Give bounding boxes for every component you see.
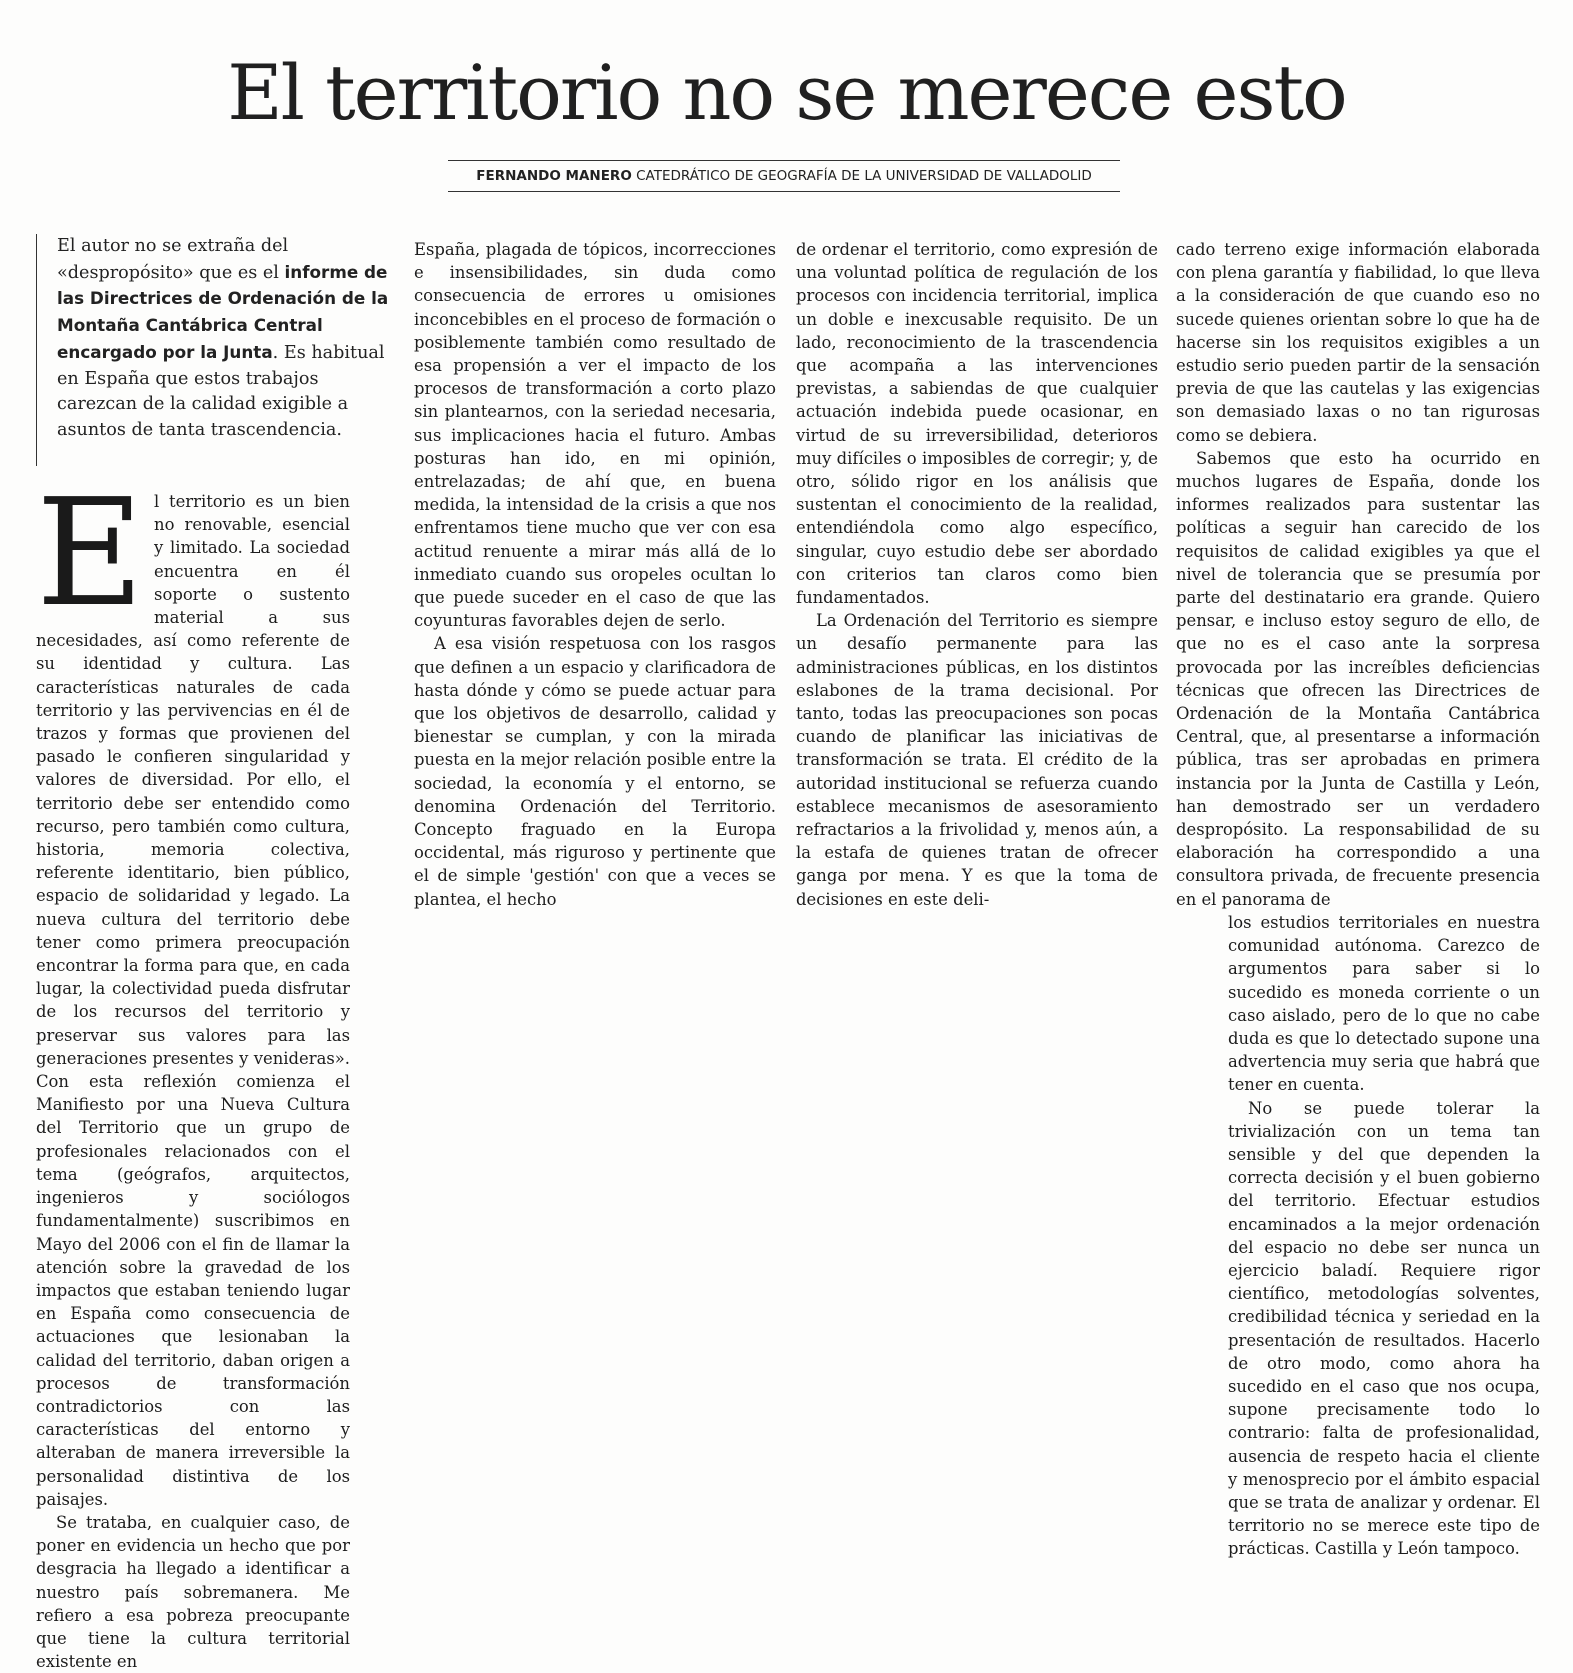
paragraph-6: No se puede tolerar la trivialización con un tema tan sensible y del que dependen la correcta decisión y el buen gobierno del territorio. Efectuar estudios encaminados a la mejor ordenación del espacio no debe ser nunca un ejercicio baladí. Requiere rigor científico, metodologías solventes, credibilidad técnica y seriedad en la presentación de resultados. Hacerlo de otro modo, como ahora ha sucedido en el caso que nos ocupa, supone precisamente todo lo contrario: falta de profesionalidad, ausencia de respeto hacia el cliente y menosprecio por el ámbito espacial que se trata de analizar y ordenar. El territorio no se merece este tipo de prácticas. Castilla y León tampoco.	[1228, 1098, 1540, 1559]
paragraph-5: Sabemos que esto ha ocurrido en muchos lugares de España, donde los informes realizados para sustentar las políticas a seguir han carecido de los requisitos de calidad exigibles ya que el nivel de tolerancia que se presumía por parte del destinatario era grande. Quiero pensar, e incluso estoy seguro de ello, de que no es el caso ante la sorpresa provocada por las increíbles deficiencias técnicas que ofrecen las Directrices de Ordenación de la Montaña Cantábrica Central, que, al presentarse a información pública, tras ser aprobadas en primera instancia por la Junta de Castilla y León, han demostrado ser un verdadero despropósito. La responsabilidad de su elaboración ha correspondido a una consultora privada, de frecuente presencia en el panorama de	[1176, 448, 1540, 909]
lead-intro: El autor no se extraña del «despropósito» que es el	[57, 236, 289, 283]
paragraph-4-continued: cado terreno exige información elaborada con plena garantía y fiabilidad, lo que lleva a la consideración de que cuando eso no sucede quienes orientan sobre lo que ha de hacerse sin los requisitos exigibles a un estudio serio pueden partir de la sensación previa de que las cautelas y las exigencias son demasiado laxas o no tan rigurosas como se debiera.	[1176, 240, 1540, 445]
paragraph-2-continued: España, plagada de tópicos, incorrecciones e insensibilidades, sin duda como consecuencia de errores u omisiones inconcebibles en el proceso de formación o posiblemente también como resultado de esa propensión a ver el impacto de los procesos de transformación a corto plazo sin plantearnos, con la seriedad necesaria, sus implicaciones hacia el futuro. Ambas posturas han ido, en mi opinión, entrelazadas; de ahí que, en buena medida, la intensidad de la crisis a que nos enfrentamos tiene mucho que ver con esa actitud renuente a mirar más allá de lo inmediato cuando sus oropeles ocultan lo que puede suceder en el caso de que las coyunturas favorables dejen de serlo.	[414, 240, 776, 631]
headline: El territorio no se merece esto	[227, 48, 1346, 137]
column-3	[796, 238, 1158, 911]
lead-summary	[36, 234, 395, 466]
paragraph-2: Se trataba, en cualquier caso, de poner en evidencia un hecho que por desgracia ha llegado a identificar a nuestro país sobremanera. Me refiero a esa pobreza preocupante que tiene la cultura territorial existente en	[36, 1512, 350, 1672]
lead-rest: . Es habitual en España que estos trabajos carezcan de la calidad exigible a asuntos de tanta trascendencia.	[57, 342, 385, 440]
column-4-inset	[1176, 911, 1540, 1561]
byline-role: CATEDRÁTICO DE GEOGRAFÍA DE LA UNIVERSIDAD DE VALLADOLID	[636, 168, 1092, 184]
drop-cap: E	[36, 467, 145, 639]
paragraph-3: A esa visión respetuosa con los rasgos que definen a un espacio y clarificadora de hasta dónde y cómo se puede actuar para que los objetivos de desarrollo, calidad y bienestar se cumplan, y con la mirada puesta en la mejor relación posible entre la sociedad, la economía y el entorno, se denomina Ordenación del Territorio. Concepto fraguado en la Europa occidental, más riguroso y pertinente que el de simple 'gestión' con que a veces se plantea, el hecho	[414, 634, 776, 909]
column-2	[414, 238, 776, 911]
paragraph-4: La Ordenación del Territorio es siempre un desafío permanente para las administraciones públicas, en los distintos eslabones de la trama decisional. Por tanto, todas las preocupaciones son pocas cuando de planificar las iniciativas de transformación se trata. El crédito de la autoridad institucional se refuerza cuando establece mecanismos de asesoramiento refractarios a la frivolidad y, menos aún, a la estafa de quienes tratan de ofrecer ganga por mena. Y es que la toma de decisiones en este deli-	[796, 611, 1158, 909]
paragraph-3-continued: de ordenar el territorio, como expresión de una voluntad política de regulación de los procesos con incidencia territorial, implica un doble e inexcusable requisito. De un lado, reconocimiento de la trascendencia que acompaña a las intervenciones previstas, a sabiendas de que cualquier actuación indebida puede ocasionar, en virtud de su irreversibilidad, deterioros muy difíciles o imposibles de corregir; y, de otro, sólido rigor en los análisis que sustentan el conocimiento de la realidad, entendiéndola como algo específico, singular, cuyo estudio debe ser abordado con criterios tan claros como bien fundamentados.	[796, 240, 1158, 608]
lead-bold: informe de las Directrices de Ordenación de la Montaña Cantábrica Central encargado por la Junta	[57, 261, 389, 362]
column-4	[1176, 238, 1540, 1561]
column-1	[36, 467, 350, 1673]
byline-author: FERNANDO MANERO	[476, 168, 632, 184]
byline	[448, 160, 1120, 192]
paragraph-1-text: l territorio es un bien no renovable, esencial y limitado. La sociedad encuentra en él soporte o sustento material a sus necesidades, así como referente de su identidad y cultura. Las características naturales de cada territorio y las pervivencias en él de trazos y formas que provienen del pasado le confieren singularidad y valores de diversidad. Por ello, el territorio debe ser entendido como recurso, pero también como cultura, historia, memoria colectiva, referente identitario, bien público, espacio de solidaridad y legado. La nueva cultura del territorio debe tener como primera preocupación encontrar la forma para que, en cada lugar, la colectividad pueda disfrutar de los recursos del territorio y preservar sus valores para las generaciones presentes y venideras». Con esta reflexión comienza el Manifiesto por una Nueva Cultura del Territorio que un grupo de profesionales relacionados con el tema (geógrafos, arquitectos, ingenieros y sociólogos fundamentalmente) suscribimos en Mayo del 2006 con el fin de llamar la atención sobre la gravedad de los impactos que estaban teniendo lugar en España como consecuencia de actuaciones que lesionaban la calidad del territorio, daban origen a procesos de transformación contradictorios con las características del entorno y alteraban de manera irreversible la personalidad distintiva de los paisajes.	[36, 492, 350, 1509]
paragraph-1	[36, 467, 350, 1511]
paragraph-5-continued: los estudios territoriales en nuestra comunidad autónoma. Carezco de argumentos para saber si lo sucedido es moneda corriente o un caso aislado, pero de lo que no cabe duda es que lo detectado supone una advertencia muy seria que habrá que tener en cuenta.	[1228, 912, 1540, 1095]
